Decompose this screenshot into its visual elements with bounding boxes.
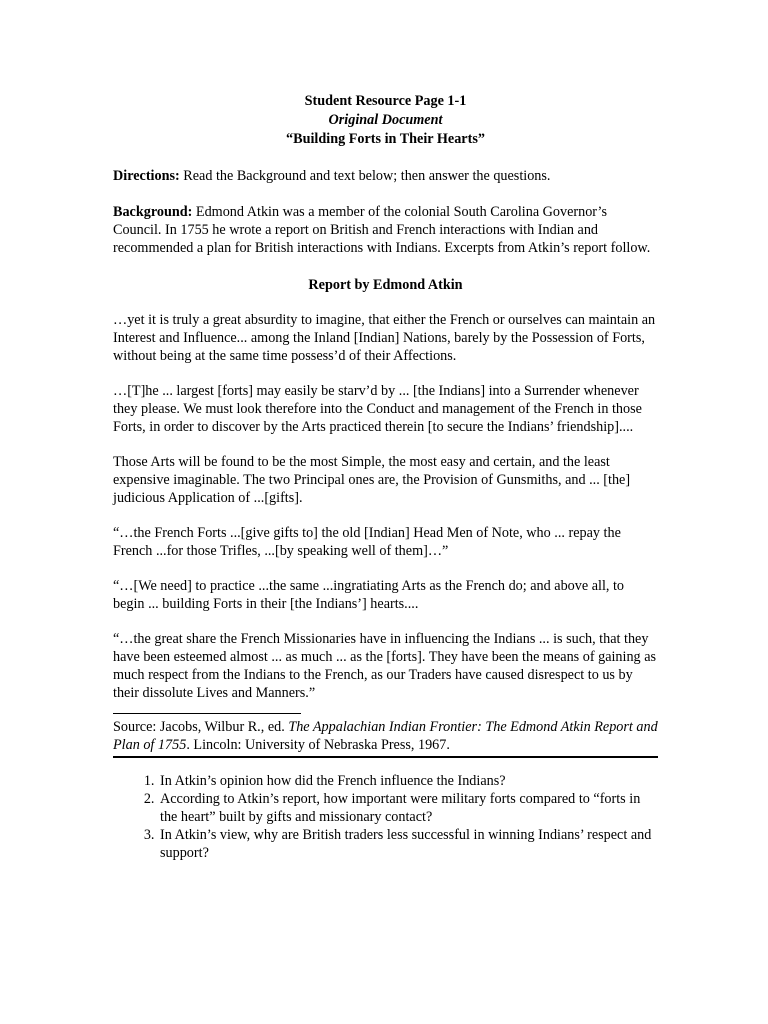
background-paragraph — [113, 203, 658, 257]
page-subtitle: Original Document — [328, 112, 443, 128]
background-label: Background: — [113, 204, 193, 220]
document-header — [113, 92, 658, 149]
directions-paragraph — [113, 167, 658, 185]
question-item: 1. In Atkin’s opinion how did the French influence the Indians? — [158, 772, 658, 790]
report-paragraph: …[T]he ... largest [forts] may easily be starv’d by ... [the Indians] into a Surrender whenever they please. We must look therefore into the Conduct and management of the French in those Forts, in order to discover by the Arts practiced therein [to secure the Indians’ friendship].... — [113, 383, 642, 435]
source-citation — [113, 718, 658, 754]
directions-label: Directions: — [113, 168, 180, 184]
source-title: The Appalachian Indian Frontier: The Edmond Atkin Report and Plan of 1755 — [113, 719, 658, 753]
question-item: 3. In Atkin’s view, why are British traders less successful in winning Indians’ respect and support? — [158, 826, 658, 862]
document-title: “Building Forts in Their Hearts” — [286, 131, 485, 147]
document-page — [113, 92, 658, 862]
report-paragraph: …yet it is truly a great absurdity to imagine, that either the French or ourselves can maintain an Interest and Influence... among the Inland [Indian] Nations, barely by the Possession of Forts, without being at the same time possess’d of their Affections. — [113, 312, 656, 364]
page-title: Student Resource Page 1-1 — [304, 93, 467, 109]
report-paragraph: Those Arts will be found to be the most Simple, the most easy and certain, and the least expensive imaginable. The two Principal ones are, the Provision of Gunsmiths, and ... [the] judicious Application of ...[gifts]. — [113, 454, 631, 506]
report-paragraph: “…the great share the French Missionaries have in influencing the Indians ... is such, that they have been esteemed almost ... as much ... as the [forts]. They have been the means of gaining as much respect from the Indians to the French, as our Traders have caused disrespect to us by their dissolute Lives and Manners.” — [113, 631, 657, 701]
report-paragraph: “…the French Forts ...[give gifts to] the old [Indian] Head Men of Note, who ... repay the French ...for those Trifles, ...[by speaking well of them]…” — [113, 525, 621, 559]
footnote-divider — [113, 713, 301, 714]
questions-list — [113, 772, 658, 862]
background-text: Edmond Atkin was a member of the colonial South Carolina Governor’s Council. In 1755 he wrote a report on British and French interactions with Indian and recommended a plan for British interactions with Indians. Excerpts from Atkin’s report follow. — [113, 204, 651, 256]
directions-text: Read the Background and text below; then answer the questions. — [179, 168, 551, 184]
source-prefix: Source: Jacobs, Wilbur R., ed. — [113, 719, 289, 735]
source-suffix: . Lincoln: University of Nebraska Press, 1967. — [186, 737, 450, 753]
section-divider — [113, 756, 658, 758]
question-item: 2. According to Atkin’s report, how important were military forts compared to “forts in the heart” built by gifts and missionary contact? — [158, 790, 658, 826]
report-paragraph: “…[We need] to practice ...the same ...ingratiating Arts as the French do; and above all, to begin ... building Forts in their [the Indians’] hearts.... — [113, 578, 625, 612]
report-heading: Report by Edmond Atkin — [308, 277, 463, 293]
